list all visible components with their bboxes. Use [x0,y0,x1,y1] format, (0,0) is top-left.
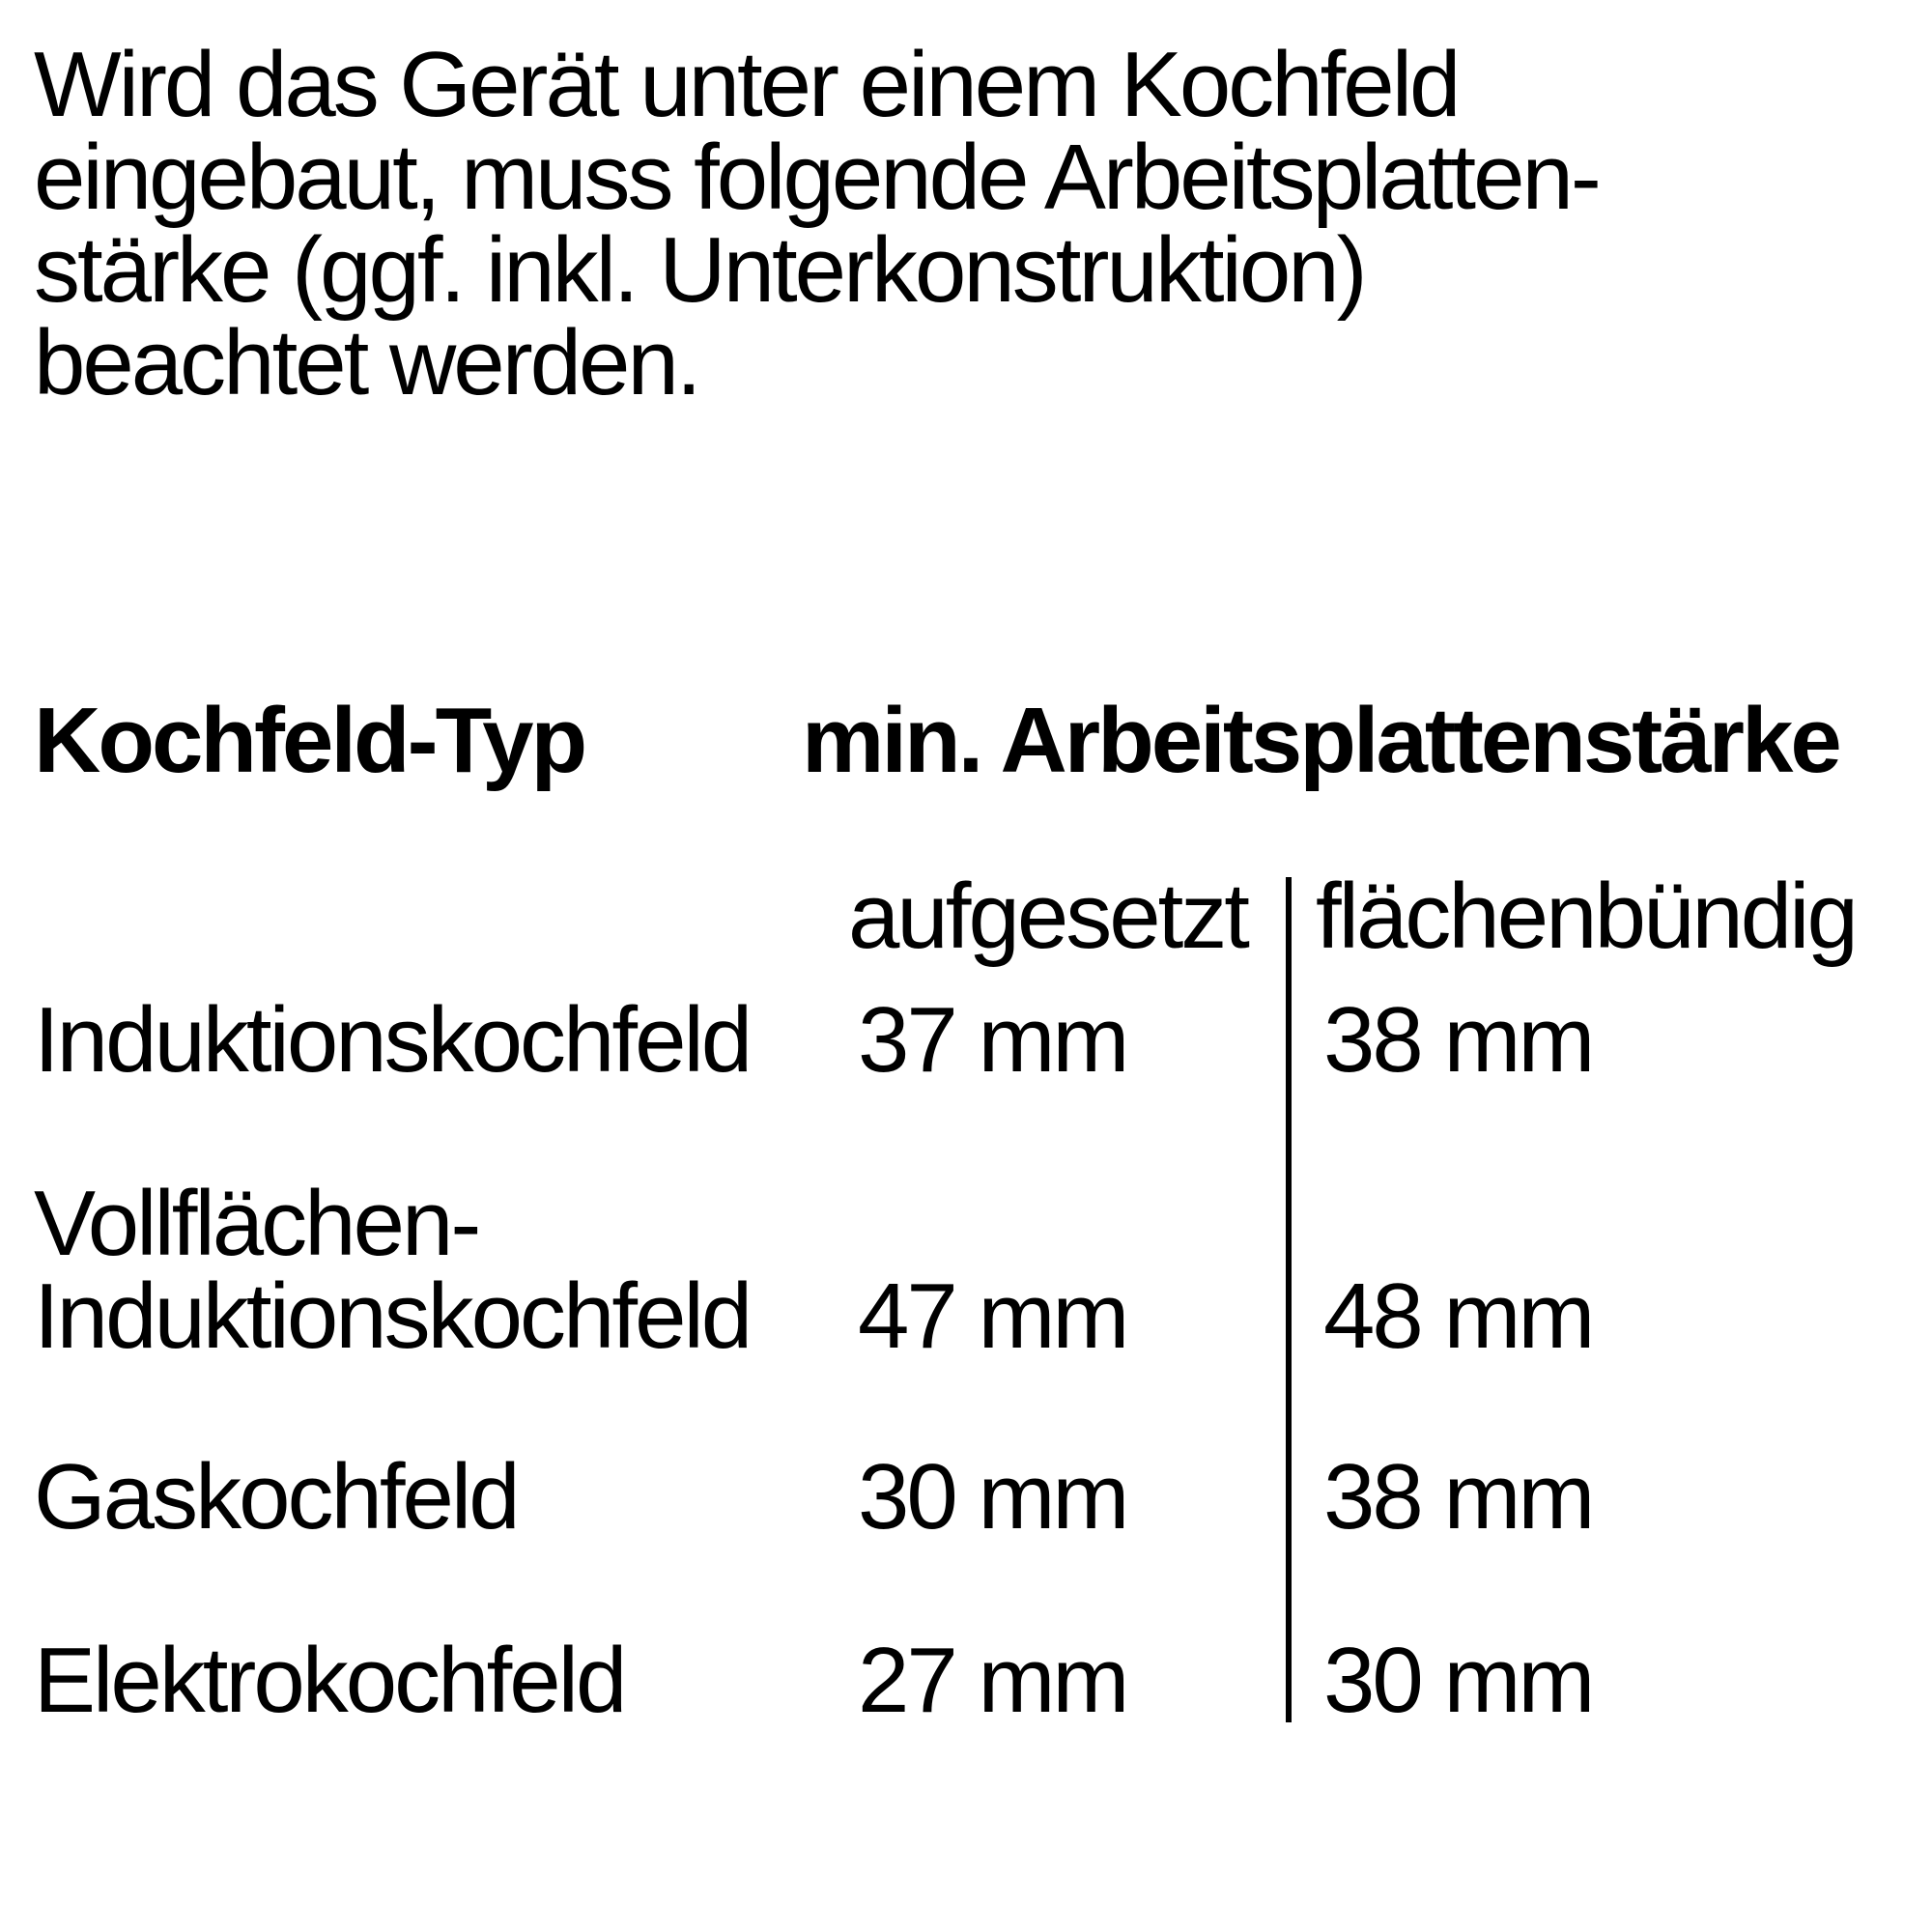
cell-type-vollflaechen-line2: Induktionskochfeld [34,1264,751,1368]
subheader-flaechenbuendig: flächenbündig [1316,865,1856,968]
column-header-kochfeld-typ: Kochfeld-Typ [34,689,585,792]
cell-aufgesetzt-elektrokochfeld: 27 mm [858,1629,1127,1732]
column-header-arbeitsplattenstaerke: min. Arbeitsplattenstärke [802,689,1839,792]
cell-type-gaskochfeld: Gaskochfeld [34,1445,518,1548]
intro-line-1: Wird das Gerät unter einem Kochfeld [34,33,1459,136]
intro-paragraph [34,33,1599,414]
cell-type-induktionskochfeld: Induktionskochfeld [34,988,751,1092]
intro-line-4: beachtet werden. [34,311,699,414]
cell-flaechenbuendig-vollflaechen: 48 mm [1323,1264,1593,1368]
cell-aufgesetzt-gaskochfeld: 30 mm [858,1445,1127,1548]
cell-aufgesetzt-vollflaechen: 47 mm [858,1264,1127,1368]
intro-line-2: eingebaut, muss folgende Arbeitsplatten- [34,126,1599,229]
column-divider-line [1286,877,1292,1722]
cell-flaechenbuendig-elektrokochfeld: 30 mm [1323,1629,1593,1732]
cell-type-vollflaechen-line1: Vollflächen- [34,1172,479,1275]
intro-line-3: stärke (ggf. inkl. Unterkonstruktion) [34,218,1365,322]
subheader-aufgesetzt: aufgesetzt [848,865,1247,968]
cell-flaechenbuendig-induktionskochfeld: 38 mm [1323,988,1593,1092]
cell-type-elektrokochfeld: Elektrokochfeld [34,1629,625,1732]
cell-aufgesetzt-induktionskochfeld: 37 mm [858,988,1127,1092]
cell-flaechenbuendig-gaskochfeld: 38 mm [1323,1445,1593,1548]
